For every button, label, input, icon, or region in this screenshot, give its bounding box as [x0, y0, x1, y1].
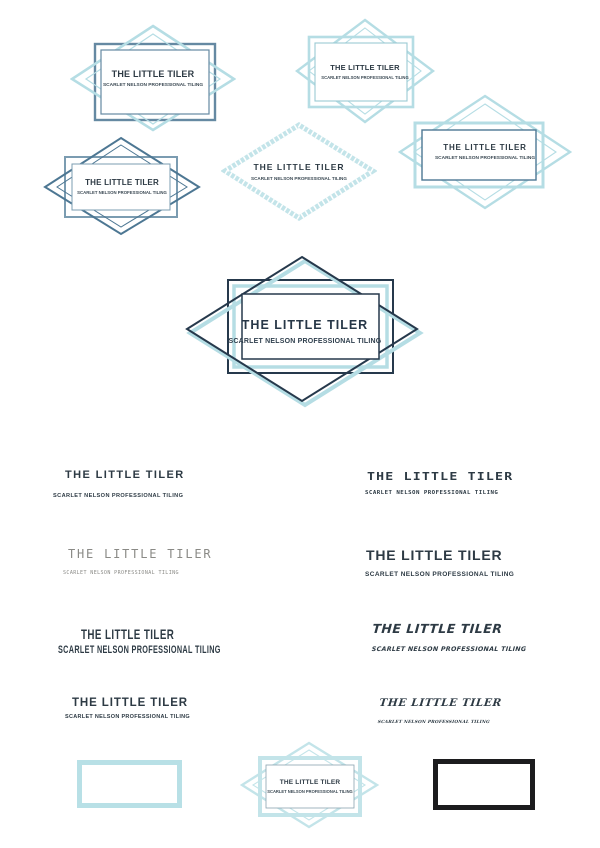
brand-subtitle: SCARLET NELSON PROFESSIONAL TILING: [434, 156, 536, 161]
logo-bottom-center-shapes: [240, 741, 380, 831]
brand-subtitle: SCARLET NELSON PROFESSIONAL TILING: [321, 74, 409, 80]
swatch-frame-black: [433, 759, 535, 810]
type-variant-6-subtitle: SCARLET NELSON PROFESSIONAL TILING: [371, 646, 527, 653]
frame-rectangle-inner: [266, 765, 354, 808]
type-variant-7-subtitle: SCARLET NELSON PROFESSIONAL TILING: [65, 714, 190, 720]
logo-middle-right: [398, 94, 572, 210]
frame-rectangle-inner: [72, 164, 170, 210]
diamond-striped-base: [225, 125, 373, 218]
frame-rectangle-inner: [422, 130, 536, 180]
brand-subtitle: SCARLET NELSON PROFESSIONAL TILING: [251, 176, 347, 181]
type-variant-6-title: THE LITTLE TILER: [371, 621, 503, 636]
frame-rectangle-inner: [101, 50, 209, 114]
brand-subtitle: SCARLET NELSON PROFESSIONAL TILING: [267, 788, 353, 794]
brand-title: THE LITTLE TILER: [241, 317, 369, 332]
type-variant-1-title: THE LITTLE TILER: [65, 469, 185, 481]
swatch-frame-light-blue: [77, 760, 182, 808]
brand-title: THE LITTLE TILER: [253, 162, 345, 172]
type-variant-8-subtitle: SCARLET NELSON PROFESSIONAL TILING: [377, 720, 491, 725]
logo-middle-left-shapes: [43, 136, 201, 236]
logo-middle-right-shapes: [398, 94, 572, 210]
brand-subtitle: SCARLET NELSON PROFESSIONAL TILING: [228, 337, 382, 345]
frame-rectangle-inner: [315, 43, 407, 101]
brand-title: THE LITTLE TILER: [330, 62, 400, 72]
logo-middle-center: [221, 121, 377, 222]
logo-hero-shapes: [180, 252, 430, 410]
brand-title: THE LITTLE TILER: [443, 143, 527, 152]
type-variant-4-subtitle: SCARLET NELSON PROFESSIONAL TILING: [365, 571, 515, 578]
type-variant-8-title: THE LITTLE TILER: [378, 697, 503, 709]
logo-bottom-center: [240, 741, 380, 831]
diamond-striped-ticks: [225, 125, 373, 218]
logo-hero: [180, 252, 430, 410]
type-variant-5-subtitle: SCARLET NELSON PROFESSIONAL TILING: [58, 644, 221, 656]
logo-middle-center-shapes: [221, 121, 377, 222]
frame-rectangle-inner-navy: [242, 294, 379, 359]
type-variant-3-title: THE LITTLE TILER: [68, 547, 213, 561]
logo-top-left: [70, 24, 236, 132]
type-variant-2-subtitle: SCARLET NELSON PROFESSIONAL TILING: [365, 490, 499, 496]
brand-subtitle: SCARLET NELSON PROFESSIONAL TILING: [102, 82, 204, 88]
logo-middle-left: [43, 136, 201, 236]
brand-title: THE LITTLE TILER: [85, 177, 159, 187]
type-variant-7-title: THE LITTLE TILER: [72, 697, 188, 709]
type-variant-3-subtitle: SCARLET NELSON PROFESSIONAL TILING: [63, 570, 179, 576]
type-variant-2-title: THE LITTLE TILER: [367, 470, 514, 483]
brand-title: THE LITTLE TILER: [111, 68, 195, 79]
type-variant-5-title: THE LITTLE TILER: [81, 626, 175, 642]
logo-top-left-shapes: [70, 24, 236, 132]
type-variant-4-title: THE LITTLE TILER: [366, 547, 503, 563]
brand-subtitle: SCARLET NELSON PROFESSIONAL TILING: [77, 189, 167, 195]
brand-title: THE LITTLE TILER: [279, 778, 341, 786]
type-variant-1-subtitle: SCARLET NELSON PROFESSIONAL TILING: [53, 493, 184, 499]
